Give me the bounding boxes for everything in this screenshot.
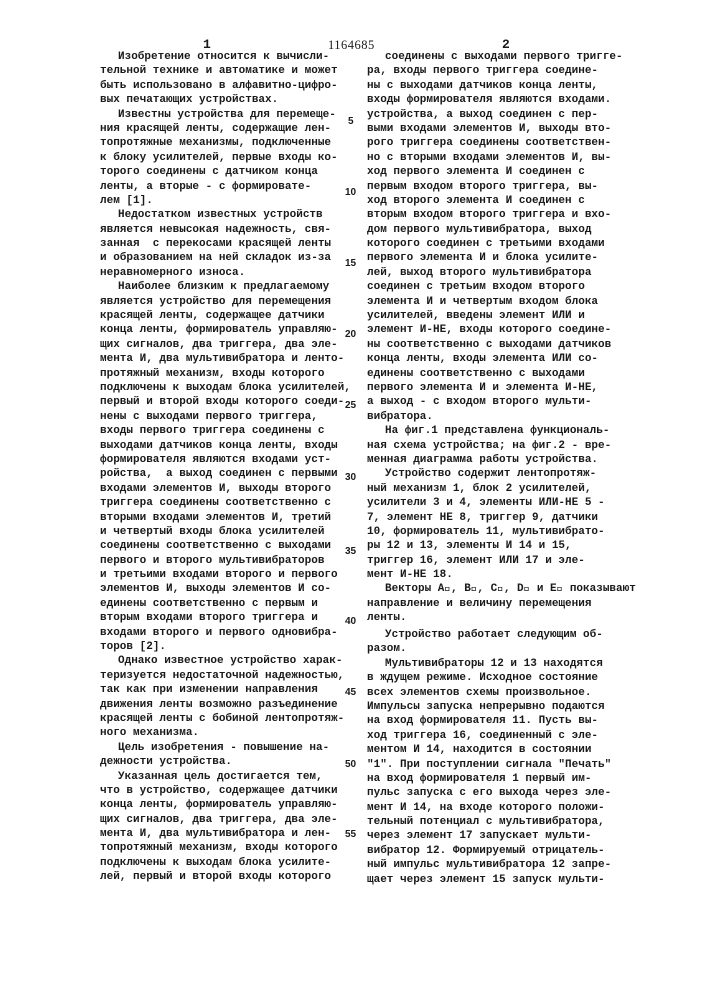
text-line: вых печатающих устройствах.: [100, 93, 350, 107]
text-line: топротяжный механизм, входы которого: [100, 841, 350, 855]
text-line: Указанная цель достигается тем,: [100, 770, 350, 784]
text-line: конца ленты, формирователь управляю-: [100, 798, 350, 812]
text-line: быть использовано в алфавитно-цифро-: [100, 79, 350, 93]
text-line: элемента И и четвертым входом блока: [367, 295, 629, 309]
paragraph: [100, 741, 350, 770]
text-line: соединен с третьим входом второго: [367, 280, 629, 294]
text-line: единены соответственно с первым и: [100, 597, 350, 611]
text-line: 10, формирователь 11, мультивибрато-: [367, 525, 629, 539]
line-number: 45: [345, 687, 356, 698]
text-line: первым входом второго триггера, вы-: [367, 180, 629, 194]
paragraph: [100, 280, 350, 654]
text-line: Наиболее близким к предлагаемому: [100, 280, 350, 294]
text-line: красящей ленты с бобиной лентопротяж-: [100, 712, 350, 726]
text-line: но с вторыми входами элементов И, вы-: [367, 151, 629, 165]
paragraph: [367, 424, 629, 467]
text-line: лем [1].: [100, 194, 350, 208]
text-line: протяжный механизм, входы которого: [100, 367, 350, 381]
text-line: является устройство для перемещения: [100, 295, 350, 309]
text-line: ного механизма.: [100, 726, 350, 740]
text-line: Импульсы запуска непрерывно подаются: [367, 700, 629, 714]
text-line: лей, выход второго мультивибратора: [367, 266, 629, 280]
paragraph: [100, 770, 350, 885]
line-number: 25: [345, 400, 356, 411]
text-line: элемент И-НЕ, входы которого соедине-: [367, 323, 629, 337]
text-line: устройства, а выход соединен с пер-: [367, 108, 629, 122]
text-line: ход второго элемента И соединен с: [367, 194, 629, 208]
text-line: менная диаграмма работы устройства.: [367, 453, 629, 467]
paragraph: [367, 628, 629, 657]
line-number: 5: [348, 116, 354, 127]
text-line: мента И, два мультивибратора и ленто-: [100, 352, 350, 366]
text-line: которого соединен с третьими входами: [367, 237, 629, 251]
text-line: ная схема устройства; на фиг.2 - вре-: [367, 439, 629, 453]
text-line: подключены к выходам блока усилите-: [100, 856, 350, 870]
text-line: первого и второго мультивибраторов: [100, 554, 350, 568]
paragraph: [100, 108, 350, 209]
text-line: 7, элемент НЕ 8, триггер 9, датчики: [367, 511, 629, 525]
text-line: рого триггера соединены соответствен-: [367, 136, 629, 150]
text-line: вторым входами второго триггера и: [100, 611, 350, 625]
text-line: На фиг.1 представлена функциональ-: [367, 424, 629, 438]
patent-number: 1164685: [328, 38, 375, 53]
text-line: направление и величину перемещения: [367, 597, 629, 611]
text-line: является невысокая надежность, свя-: [100, 223, 350, 237]
text-line: вторыми входами элементов И, третий: [100, 511, 350, 525]
paragraph: [367, 657, 629, 887]
text-line: и третьими входами второго и первого: [100, 568, 350, 582]
text-line: вибратора.: [367, 410, 629, 424]
text-line: усилители 3 и 4, элементы ИЛИ-НЕ 5 -: [367, 496, 629, 510]
line-number: 35: [345, 546, 356, 557]
text-line: к блоку усилителей, первые входы ко-: [100, 151, 350, 165]
text-line: торов [2].: [100, 640, 350, 654]
text-line: конца ленты, формирователь управляю-: [100, 323, 350, 337]
text-line: Известны устройства для перемеще-: [100, 108, 350, 122]
paragraph: [100, 50, 350, 108]
text-line: ный импульс мультивибратора 12 запре-: [367, 858, 629, 872]
text-line: соединены с выходами первого тригге-: [367, 50, 629, 64]
text-line: подключены к выходам блока усилителей,: [100, 381, 350, 395]
text-line: тельной технике и автоматике и может: [100, 64, 350, 78]
right-column-top: [367, 50, 629, 626]
text-line: дом первого мультивибратора, выход: [367, 223, 629, 237]
text-line: ный механизм 1, блок 2 усилителей,: [367, 482, 629, 496]
text-line: пульс запуска с его выхода через эле-: [367, 786, 629, 800]
paragraph: [100, 654, 350, 740]
text-line: что в устройство, содержащее датчики: [100, 784, 350, 798]
text-line: триггера соединены соответственно с: [100, 496, 350, 510]
text-line: Векторы A⃗, B⃗, C⃗, D⃗ и E⃗ показывают: [367, 582, 629, 596]
text-line: на вход формирователя 1 первый им-: [367, 772, 629, 786]
text-line: первого элемента И и элемента И-НЕ,: [367, 381, 629, 395]
text-line: тельный потенциал с мультивибратора,: [367, 815, 629, 829]
left-column: [100, 50, 350, 885]
text-line: триггер 16, элемент ИЛИ 17 и эле-: [367, 554, 629, 568]
text-line: Цель изобретения - повышение на-: [100, 741, 350, 755]
line-number: 55: [345, 829, 356, 840]
text-line: щих сигналов, два триггера, два эле-: [100, 338, 350, 352]
text-line: так как при изменении направления: [100, 683, 350, 697]
text-line: вибратор 12. Формируемый отрицатель-: [367, 844, 629, 858]
text-line: мента И, два мультивибратора и лен-: [100, 827, 350, 841]
paragraph: [367, 467, 629, 582]
text-line: в ждущем режиме. Исходное состояние: [367, 671, 629, 685]
text-line: соединены соответственно с выходами: [100, 539, 350, 553]
text-line: и образованием на ней складок из-за: [100, 251, 350, 265]
text-line: ра, входы первого триггера соедине-: [367, 64, 629, 78]
text-line: нены с выходами первого триггера,: [100, 410, 350, 424]
text-line: Недостатком известных устройств: [100, 208, 350, 222]
right-column-bottom: [367, 628, 629, 887]
text-line: первый и второй входы которого соеди-: [100, 395, 350, 409]
text-line: входами второго и первого одновибра-: [100, 626, 350, 640]
text-line: занная с перекосами красящей ленты: [100, 237, 350, 251]
line-number: 50: [345, 759, 356, 770]
text-line: единены соответственно с выходами: [367, 367, 629, 381]
paragraph: [367, 50, 629, 424]
text-line: мент И 14, на входе которого положи-: [367, 801, 629, 815]
line-number: 15: [345, 258, 356, 269]
text-line: входами элементов И, выходы второго: [100, 482, 350, 496]
text-line: мент И-НЕ 18.: [367, 568, 629, 582]
text-line: ленты.: [367, 611, 629, 625]
text-line: ленты, а вторые - с формировате-: [100, 180, 350, 194]
text-line: ход триггера 16, соединенный с эле-: [367, 729, 629, 743]
text-line: а выход - с входом второго мульти-: [367, 395, 629, 409]
text-line: входы первого триггера соединены с: [100, 424, 350, 438]
text-line: разом.: [367, 642, 629, 656]
text-line: Мультивибраторы 12 и 13 находятся: [367, 657, 629, 671]
text-line: вторым входом второго триггера и вхо-: [367, 208, 629, 222]
text-line: выми входами элементов И, выходы вто-: [367, 122, 629, 136]
text-line: торого соединены с датчиком конца: [100, 165, 350, 179]
paragraph: [367, 582, 629, 625]
text-line: красящей ленты, содержащее датчики: [100, 309, 350, 323]
text-line: щает через элемент 15 запуск мульти-: [367, 873, 629, 887]
text-line: первого элемента И и блока усилите-: [367, 251, 629, 265]
page-number-left: 1: [203, 37, 211, 52]
text-line: выходами датчиков конца ленты, входы: [100, 439, 350, 453]
line-number: 40: [345, 616, 356, 627]
text-line: всех элементов схемы произвольное.: [367, 686, 629, 700]
line-number: 20: [345, 329, 356, 340]
text-line: щих сигналов, два триггера, два эле-: [100, 813, 350, 827]
text-line: ход первого элемента И соединен с: [367, 165, 629, 179]
text-line: дежности устройства.: [100, 755, 350, 769]
text-line: ны соответственно с выходами датчиков: [367, 338, 629, 352]
text-line: лей, первый и второй входы которого: [100, 870, 350, 884]
text-line: на вход формирователя 11. Пусть вы-: [367, 714, 629, 728]
text-line: ройства, а выход соединен с первыми: [100, 467, 350, 481]
text-line: теризуется недостаточной надежностью,: [100, 669, 350, 683]
text-line: топротяжные механизмы, подключенные: [100, 136, 350, 150]
text-line: входы формирователя являются входами.: [367, 93, 629, 107]
text-line: конца ленты, входы элемента ИЛИ со-: [367, 352, 629, 366]
text-line: Однако известное устройство харак-: [100, 654, 350, 668]
text-line: Устройство содержит лентопротяж-: [367, 467, 629, 481]
text-line: неравномерного износа.: [100, 266, 350, 280]
text-line: усилителей, введены элемент ИЛИ и: [367, 309, 629, 323]
text-line: элементов И, выходы элементов И со-: [100, 582, 350, 596]
text-line: формирователя являются входами уст-: [100, 453, 350, 467]
line-number: 30: [345, 472, 356, 483]
text-line: ны с выходами датчиков конца ленты,: [367, 79, 629, 93]
text-line: ния красящей ленты, содержащие лен-: [100, 122, 350, 136]
text-line: Устройство работает следующим об-: [367, 628, 629, 642]
paragraph: [100, 208, 350, 280]
text-line: и четвертый входы блока усилителей: [100, 525, 350, 539]
text-line: ры 12 и 13, элементы И 14 и 15,: [367, 539, 629, 553]
text-line: "1". При поступлении сигнала "Печать": [367, 758, 629, 772]
text-line: через элемент 17 запускает мульти-: [367, 829, 629, 843]
text-line: движения ленты возможно разъединение: [100, 698, 350, 712]
text-line: ментом И 14, находится в состоянии: [367, 743, 629, 757]
text-line: Изобретение относится к вычисли-: [100, 50, 350, 64]
page-number-right: 2: [502, 37, 510, 52]
line-number: 10: [345, 187, 356, 198]
